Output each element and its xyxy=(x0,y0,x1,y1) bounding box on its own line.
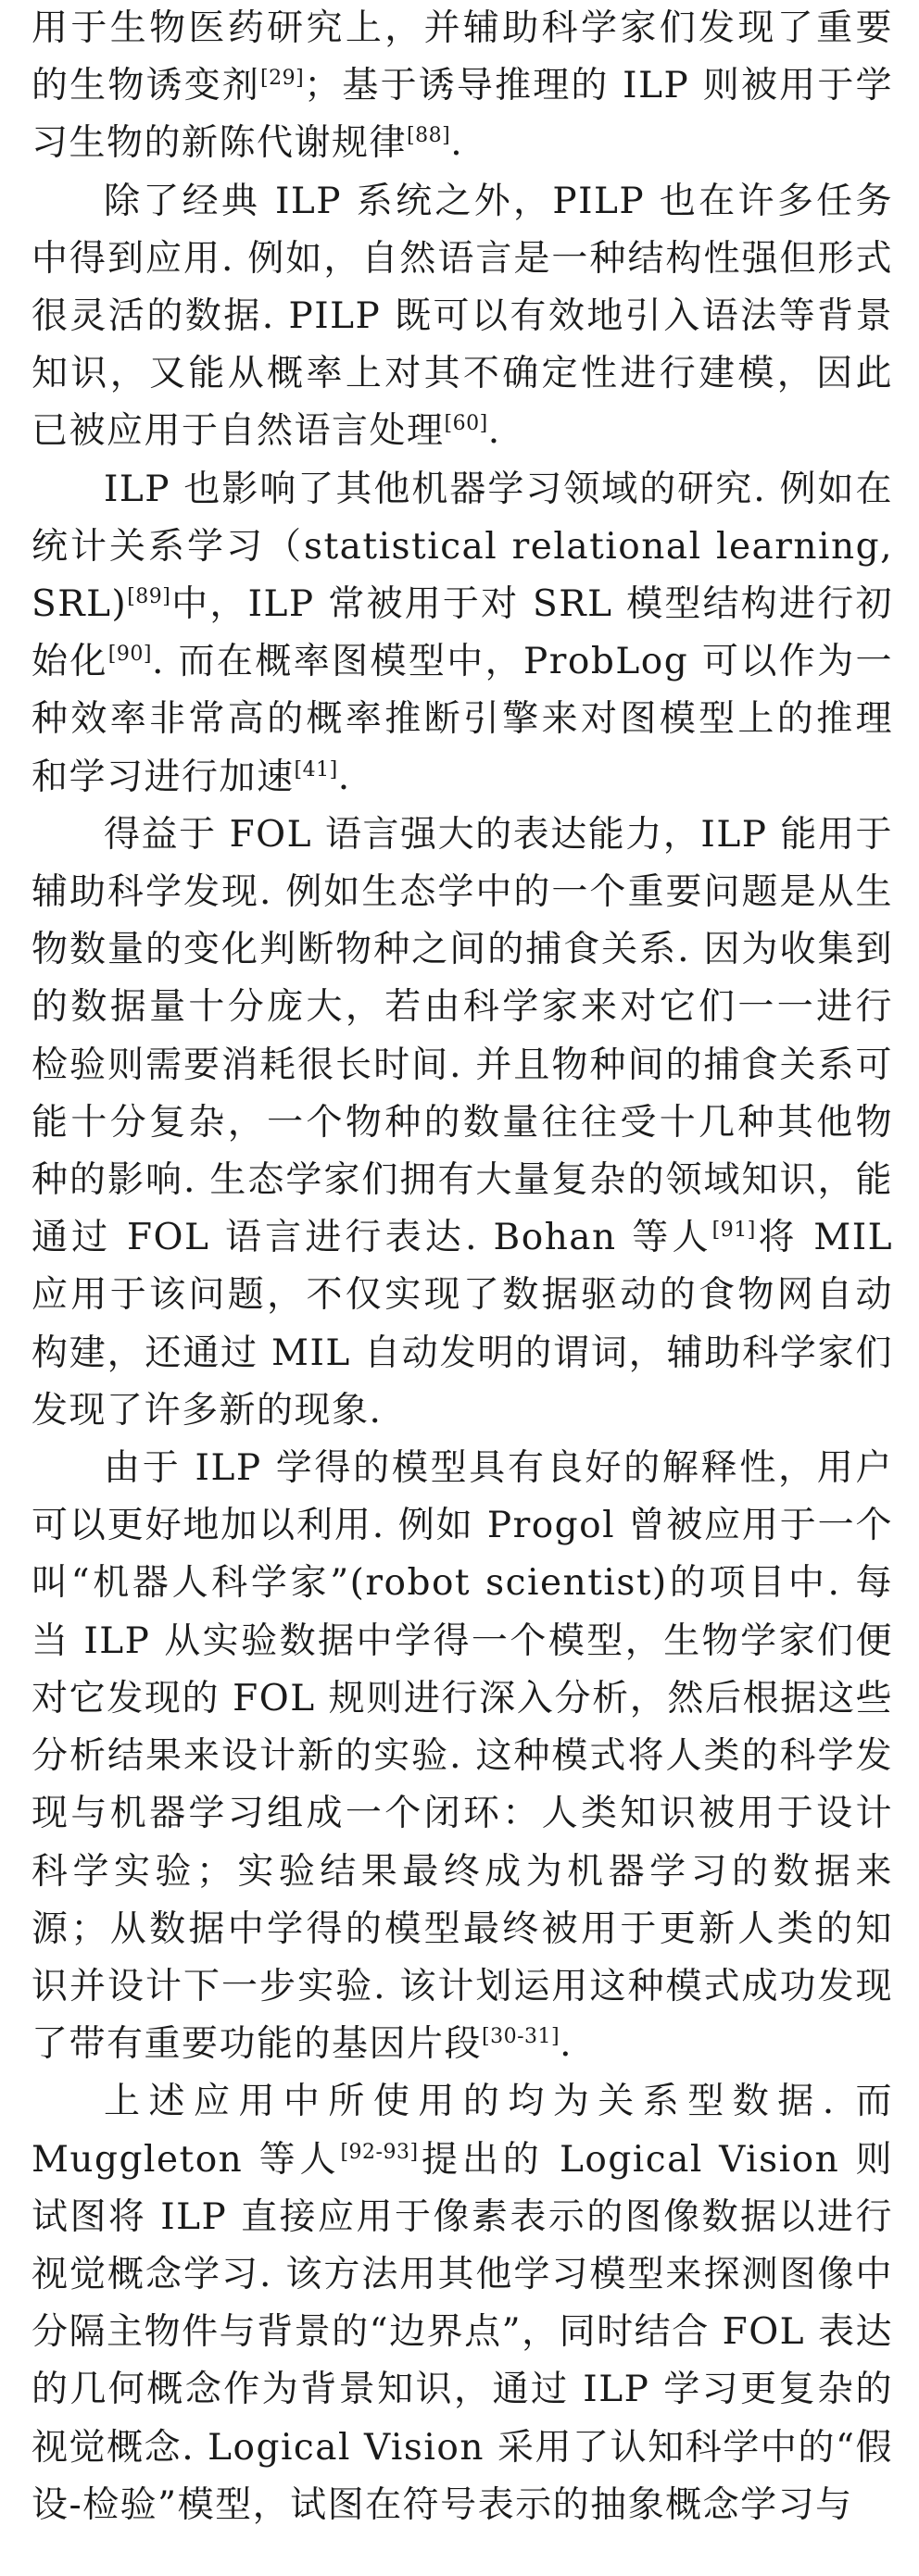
citation-ref: [41] xyxy=(294,757,338,782)
citation-ref: [30-31] xyxy=(482,2025,560,2049)
paragraph xyxy=(31,807,893,1440)
citation-ref: [29] xyxy=(260,67,305,91)
paragraph-text: 提出的 Logical Vision 则试图将 ILP 直接应用于像素表示的图像数据以进行视觉概念学习. 该方法用其他学习模型来探测图像中分隔主物件与背景的“边界点”，同时结合 FOL 表达的几何概念作为背景知识，通过 ILP 学习更复杂的视觉概念. Logical Vision 采用了认知科学中的“假设-检验”模型，试图在符号表示的抽象概念学习与 xyxy=(31,2138,893,2526)
citation-ref: [92-93] xyxy=(340,2140,419,2164)
citation-ref: [91] xyxy=(711,1219,756,1243)
paragraph-text: ；基于诱导推理的 ILP 则被用于学习生物的新陈代谢规律 xyxy=(31,65,893,165)
paragraph-text: ILP 也影响了其他机器学习领域的研究. 例如在统计关系学习（statistical relational learning, SRL) xyxy=(31,468,893,626)
paragraph-text: 得益于 FOL 语言强大的表达能力，ILP 能用于辅助科学发现. 例如生态学中的一个重要问题是从生物数量的变化判断物种之间的捕食关系. 因为收集到的数据量十分庞大，若由科学家来对它们一一进行检验则需要消耗很长时间. 并且物种间的捕食关系可能十分复杂，一个物种的数量往往受十几种其他物种的影响. 生态学家们拥有大量复杂的领域知识，能通过 FOL 语言进行表达. Bohan 等人 xyxy=(31,813,893,1259)
paragraph-text: 将 MIL 应用于该问题，不仅实现了数据驱动的食物网自动构建，还通过 MIL 自动发明的谓词，辅助科学家们发现了许多新的现象. xyxy=(31,1217,894,1432)
paragraph-text: . xyxy=(487,410,501,453)
paragraph xyxy=(31,2073,893,2534)
paragraph-text: . xyxy=(337,756,351,798)
citation-ref: [88] xyxy=(407,124,451,148)
paragraph-text: 中，ILP 常被用于对 SRL 模型结构进行初始化 xyxy=(31,583,893,683)
paragraph xyxy=(31,173,893,461)
paragraph xyxy=(31,0,893,173)
paragraph-text: . xyxy=(560,2023,573,2066)
citation-ref: [89] xyxy=(127,585,171,609)
citation-ref: [90] xyxy=(107,643,152,667)
paragraph xyxy=(31,461,893,807)
citation-ref: [60] xyxy=(444,412,488,436)
paragraph xyxy=(31,1440,893,2073)
paragraph-text: 除了经典 ILP 系统之外，PILP 也在许多任务中得到应用. 例如，自然语言是一种结构性强但形式很灵活的数据. PILP 既可以有效地引入语法等背景知识，又能从概率上对其不确定性进行建模，因此已被应用于自然语言处理 xyxy=(31,180,893,453)
paragraph-text: 由于 ILP 学得的模型具有良好的解释性，用户可以更好地加以利用. 例如 Progol 曾被应用于一个叫“机器人科学家”(robot scientist)的项目中. 每当 ILP 从实验数据中学得一个模型，生物学家们便对它发现的 FOL 规则进行深入分析，然后根据这些分析结果来设计新的实验. 这种模式将人类的科学发现与机器学习组成一个闭环：人类知识被用于设计科学实验；实验结果最终成为机器学习的数据来源；从数据中学得的模型最终被用于更新人类的知识并设计下一步实验. 该计划运用这种模式成功发现了带有重要功能的基因片段 xyxy=(31,1447,893,2066)
paragraph-text: . xyxy=(450,122,464,165)
paragraph-text: 上述应用中所使用的均为关系型数据. 而 Muggleton 等人 xyxy=(31,2081,893,2181)
article-body xyxy=(31,0,893,2534)
paragraph-text: . 而在概率图模型中，ProbLog 可以作为一种效率非常高的概率推断引擎来对图模型上的推理和学习进行加速 xyxy=(31,641,893,798)
paragraph-text: 用于生物医药研究上，并辅助科学家们发现了重要的生物诱变剂 xyxy=(31,7,893,107)
